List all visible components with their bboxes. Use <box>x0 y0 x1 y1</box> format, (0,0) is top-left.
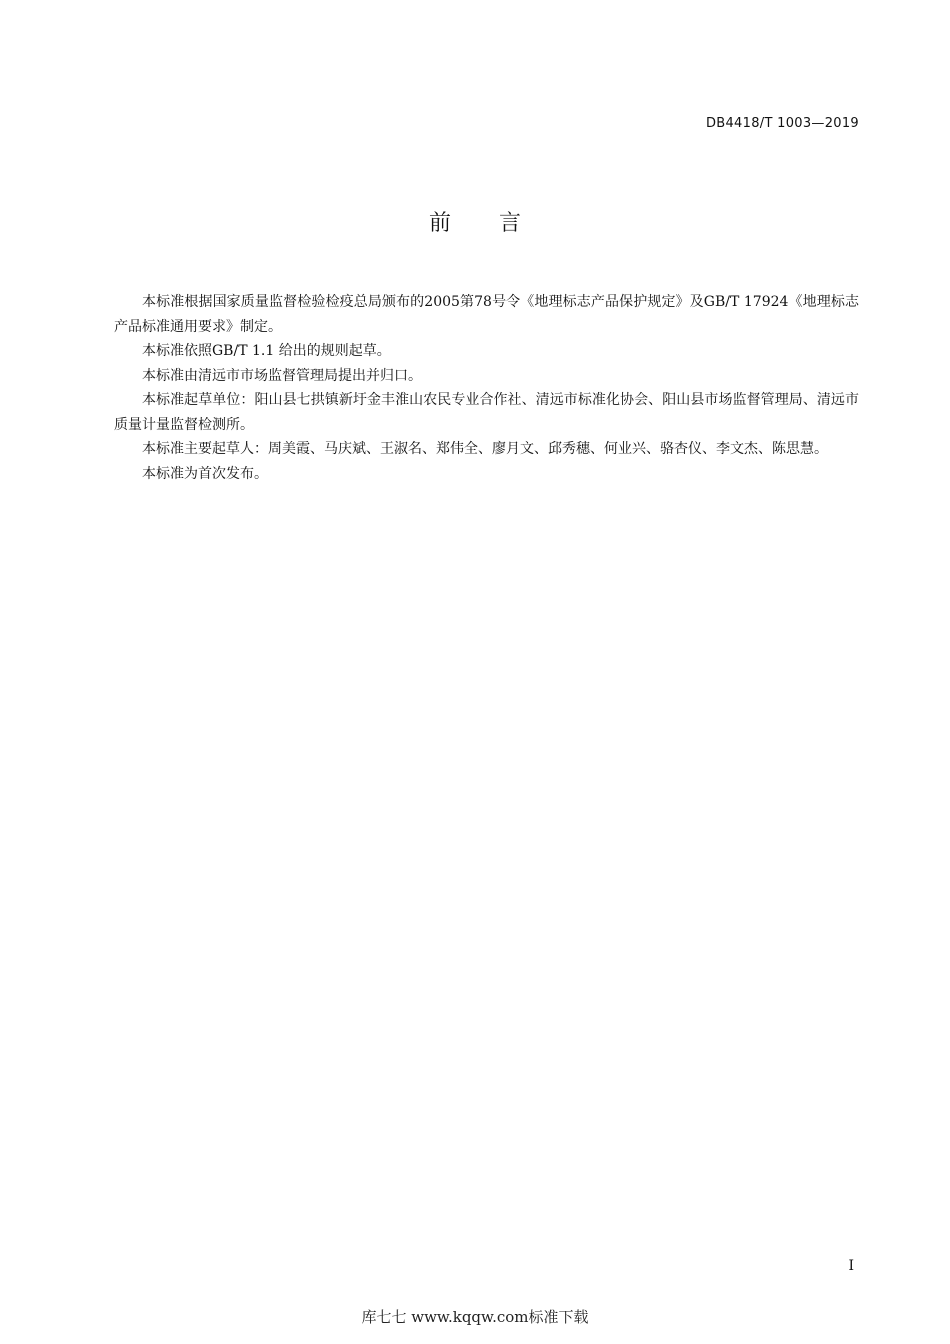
watermark-footer: 库七七 www.kqqw.com标准下载 <box>361 1308 589 1326</box>
paragraph-drafting-rules: 本标准依照GB/T 1.1 给出的规则起草。 <box>142 343 391 359</box>
paragraph-first-release: 本标准为首次发布。 <box>142 465 268 482</box>
paragraph-drafting-units: 本标准起草单位：阳山县七拱镇新圩金丰淮山农民专业合作社、清远市标准化协会、阳山县市场监督管理局、清远市质量计量监督检测所。 <box>114 392 859 433</box>
title-char-1: 前 <box>428 211 451 236</box>
document-code: DB4418/T 1003—2019 <box>705 116 859 131</box>
page-number: I <box>848 1258 854 1274</box>
paragraph-drafters: 本标准主要起草人：周美霞、马庆斌、王淑名、郑伟全、廖月文、邱秀穗、何业兴、骆杏仪、李文杰、陈思慧。 <box>142 441 828 457</box>
paragraph-proposer: 本标准由清远市市场监督管理局提出并归口。 <box>142 367 422 384</box>
paragraph-basis: 本标准根据国家质量监督检验检疫总局颁布的2005第78号令《地理标志产品保护规定》及GB/T 17924《地理标志产品标准通用要求》制定。 <box>114 294 859 335</box>
foreword-body <box>114 290 859 486</box>
title-char-2: 言 <box>499 211 522 236</box>
page-title <box>0 206 950 237</box>
